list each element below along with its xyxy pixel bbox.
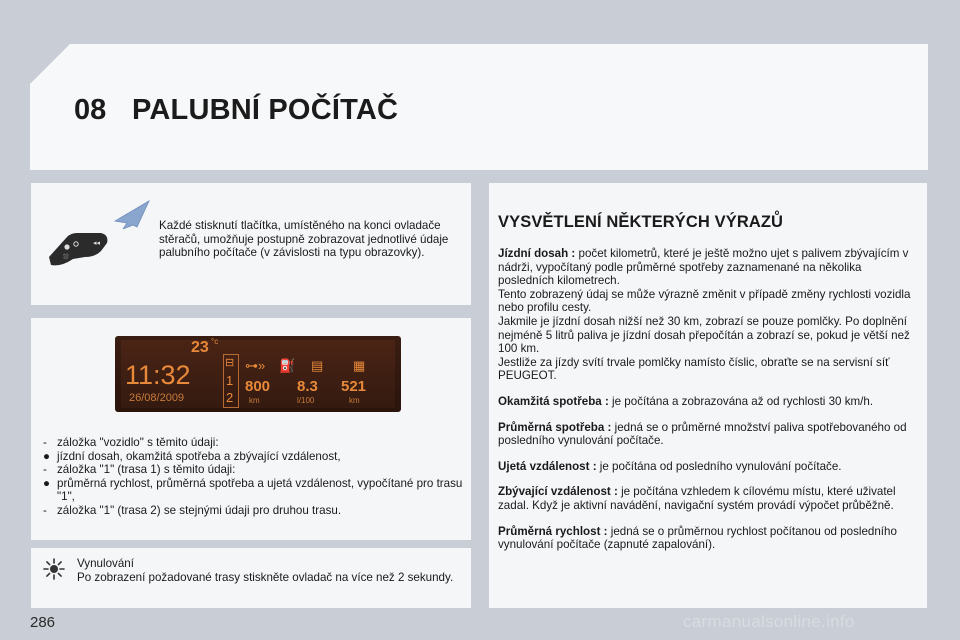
glossary-panel xyxy=(489,183,927,608)
list-item: - záložka "1" (trasa 1) s těmito údaji: xyxy=(43,463,236,477)
list-item: ● průměrná rychlost, průměrná spotřeba a ujetá vzdálenost, vypočítané pro trasu "1", xyxy=(43,476,463,504)
list-item: - záložka "vozidlo" s těmito údaji: xyxy=(43,436,219,449)
svg-text:◂◂: ◂◂ xyxy=(93,239,101,247)
car-range-icon: ⊶» xyxy=(245,358,266,373)
display-temperature: 23 xyxy=(191,339,209,356)
glossary-item: Průměrná rychlost : jedná se o průměrnou rychlost počítanou od posledního vynulování počítače (zapnuté zapalování). xyxy=(498,524,897,552)
car-tab-icon: ⊟ xyxy=(225,357,235,369)
display-temperature-unit: °c xyxy=(211,337,219,346)
svg-text:⛆: ⛆ xyxy=(63,253,69,261)
tab-list xyxy=(43,436,463,518)
list-item: ● jízdní dosah, okamžitá spotřeba a zbývající vzdálenost, xyxy=(43,449,341,463)
glossary-item: Průměrná spotřeba : jedná se o průměrné množství paliva spotřebovaného od posledního vynulování počítače. xyxy=(498,420,907,448)
intro-text: Každé stisknutí tlačítka, umístěného na konci ovladače stěračů, umožňuje postupně zobrazovat jednotlivé údaje palubního počítače (v závislosti na typu obrazovky). xyxy=(159,219,449,260)
display-time: 11:32 xyxy=(125,360,191,390)
intro-panel xyxy=(31,183,471,305)
display-distance-value: 521 xyxy=(341,378,367,395)
chapter-number: 08 xyxy=(74,94,107,126)
reset-text xyxy=(77,557,457,584)
page-number: 286 xyxy=(30,614,56,631)
display-distance-unit: km xyxy=(349,396,360,405)
glossary-definitions xyxy=(498,247,918,564)
display-consumption-unit: l/100 xyxy=(297,396,315,405)
chapter-title: PALUBNÍ POČÍTAČ xyxy=(132,94,399,126)
glossary-title: VYSVĚTLENÍ NĚKTERÝCH VÝRAZŮ xyxy=(498,213,784,231)
display-tab-2: 2 xyxy=(226,390,234,405)
display-panel xyxy=(31,318,471,540)
display-range-unit: km xyxy=(249,396,260,405)
reset-panel xyxy=(31,548,471,608)
arrow-pointer-icon xyxy=(113,199,153,229)
glossary-item: Jízdní dosah : počet kilometrů, které je ještě možno ujet s palivem zbývajícím v nádrži, vypočítaný podle průměrné spotřeby zaznamenané na několika posledních kilometrech. Tento zobrazený údaj se může výrazně změnit v případě změny rychlosti vozidla nebo profilu cesty. Jakmile je jízdní dosah nižší než 30 km, zobrazí se pouze pomlčky. Po doplnění nejméně 5 litrů paliva je jízdní dosah přepočítán a zobrazí se, pokud je větší než 100 km. Jestliže za jízdy svítí trvale pomlčky namísto číslic, obraťte se na servisní síť PEUGEOT. xyxy=(498,247,911,383)
multifunction-display xyxy=(115,336,401,412)
list-item: - záložka "1" (trasa 2) se stejnými údaji pro druhou trasu. xyxy=(43,503,342,517)
reset-instructions: Po zobrazení požadované trasy stiskněte ovladač na více než 2 sekundy. xyxy=(77,570,454,584)
glossary-item: Okamžitá spotřeba : je počítána a zobrazována až od rychlosti 30 km/h. xyxy=(498,394,874,408)
watermark: carmanualsonline.info xyxy=(683,612,855,631)
reset-title: Vynulování xyxy=(77,557,134,570)
wiper-stalk-icon xyxy=(43,207,113,269)
fuel-pump-icon: ⛽ xyxy=(279,358,296,373)
glossary-item: Zbývající vzdálenost : je počítána vzhledem k cílovému místu, které uživatel zadal. Když je aktivní navádění, navigační systém provádí výpočet průběžně. xyxy=(498,485,896,512)
sun-icon xyxy=(43,558,65,580)
display-range-value: 800 xyxy=(245,378,271,395)
display-date: 26/08/2009 xyxy=(129,392,185,404)
checkered-flag-icon: ▦ xyxy=(353,358,366,373)
jerrycan-icon: ▤ xyxy=(311,358,324,373)
glossary-item: Ujetá vzdálenost : je počítána od posledního vynulování počítače. xyxy=(498,459,842,473)
display-consumption-value: 8.3 xyxy=(297,378,318,395)
display-tab-1: 1 xyxy=(226,373,234,388)
